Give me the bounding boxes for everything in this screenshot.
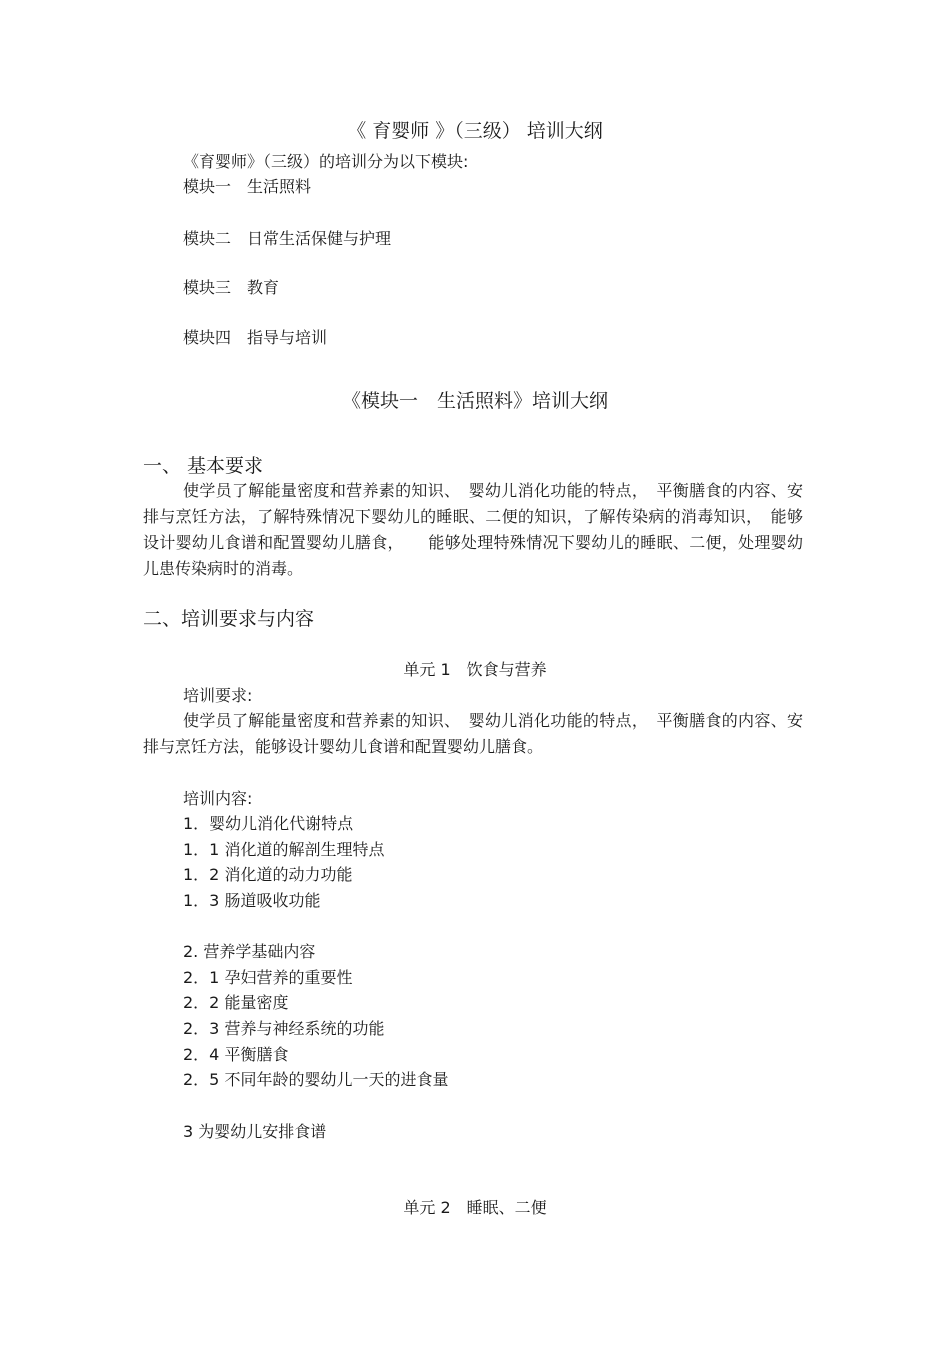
module-item: 模块四 指导与培训	[183, 328, 328, 347]
content-item: 3 为婴幼儿安排食谱	[183, 1122, 327, 1141]
content-item: 1．3 肠道吸收功能	[183, 891, 321, 910]
section2-heading: 二、培训要求与内容	[143, 608, 315, 630]
content-item: 2．3 营养与神经系统的功能	[183, 1019, 385, 1038]
content-item: 1．2 消化道的动力功能	[183, 865, 353, 884]
content-item: 2．1 孕妇营养的重要性	[183, 968, 353, 987]
module-item: 模块二 日常生活保健与护理	[183, 229, 392, 248]
content-item: 2．4 平衡膳食	[183, 1045, 289, 1064]
content-item: 1．1 消化道的解剖生理特点	[183, 840, 385, 859]
training-content-label: 培训内容:	[183, 789, 253, 808]
content-item: 2．2 能量密度	[183, 993, 289, 1012]
unit2-title: 单元 2 睡眠、二便	[403, 1198, 547, 1217]
content-item: 2. 营养学基础内容	[183, 942, 316, 961]
unit1-title: 单元 1 饮食与营养	[403, 660, 547, 679]
content-item: 1．婴幼儿消化代谢特点	[183, 814, 354, 833]
document-title: 《 育婴师 》（三级） 培训大纲	[347, 120, 603, 142]
intro-text: 《育婴师》（三级）的培训分为以下模块:	[183, 152, 469, 171]
training-requirement-label: 培训要求:	[183, 686, 253, 705]
training-requirement-text: 使学员了解能量密度和营养素的知识、 婴幼儿消化功能的特点， 平衡膳食的内容、安排与烹饪方法，能够设计婴幼儿食谱和配置婴幼儿膳食。	[143, 711, 803, 756]
module-item: 模块一 生活照料	[183, 177, 312, 196]
module-item: 模块三 教育	[183, 278, 280, 297]
section1-heading: 一、 基本要求	[143, 455, 264, 477]
module1-title: 《模块一 生活照料》培训大纲	[341, 390, 608, 412]
content-item: 2．5 不同年龄的婴幼儿一天的进食量	[183, 1070, 449, 1089]
section1-paragraph: 使学员了解能量密度和营养素的知识、 婴幼儿消化功能的特点， 平衡膳食的内容、安排与烹饪方法，了解特殊情况下婴幼儿的睡眠、二便的知识，了解传染病的消毒知识， 能够设计婴幼儿食谱和配置婴幼儿膳食， 能够处理特殊情况下婴幼儿的睡眠、二便，处理婴幼儿患传染病时的消毒。	[143, 481, 803, 578]
